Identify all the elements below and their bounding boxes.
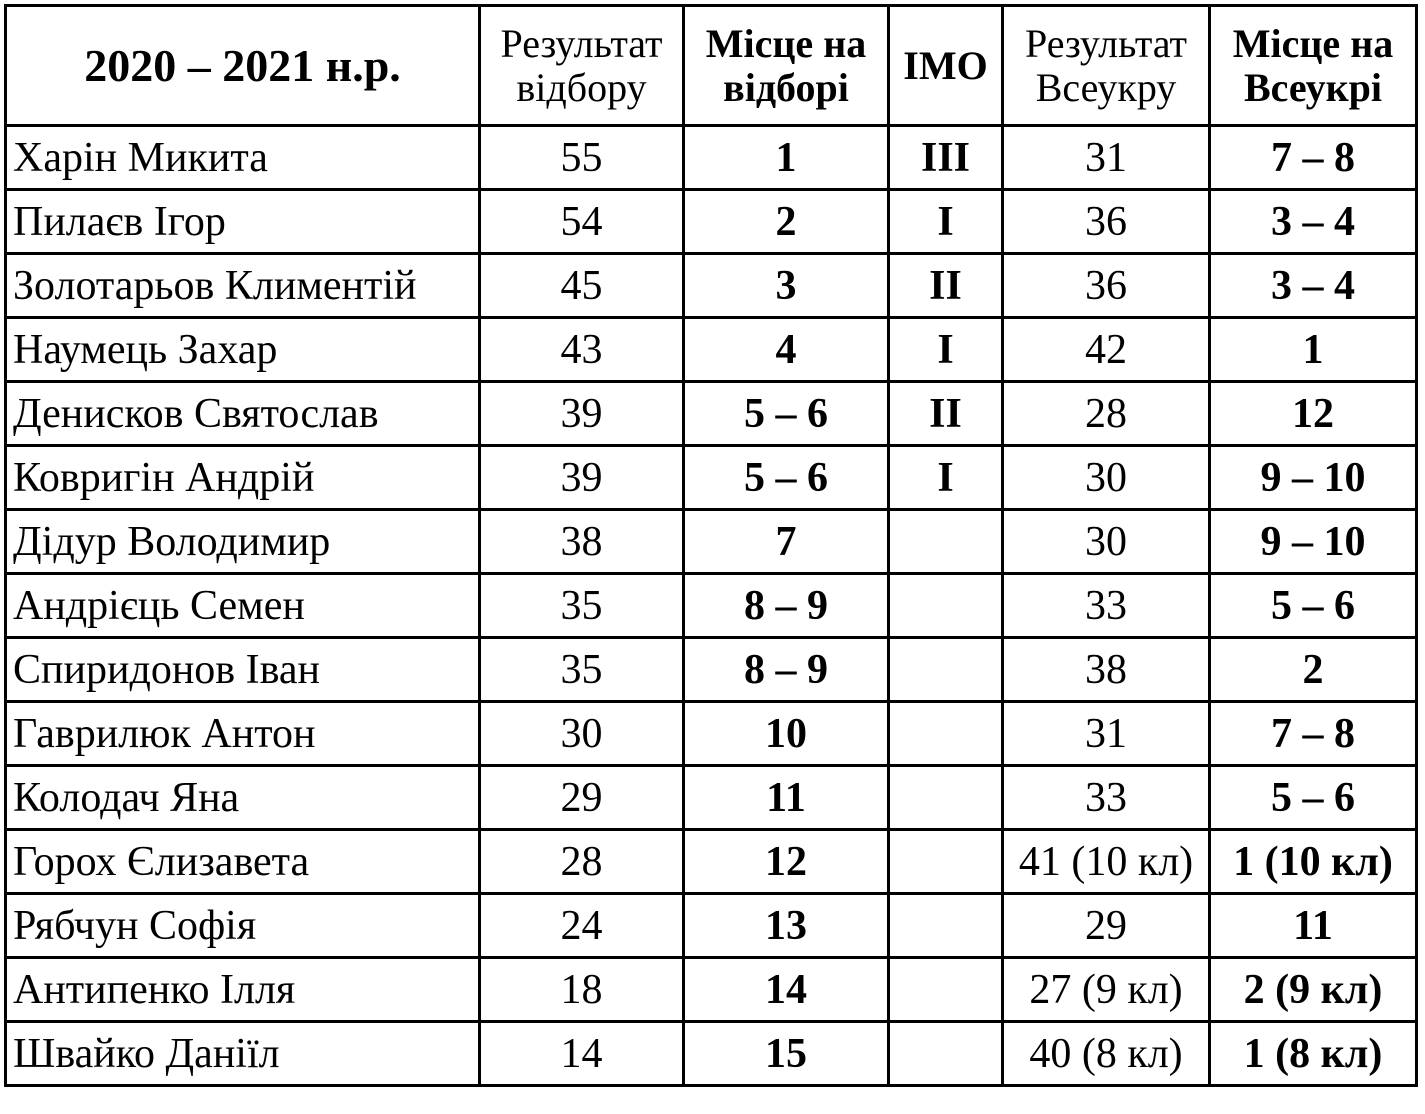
imo-medal: I bbox=[889, 446, 1003, 510]
national-score: 29 bbox=[1003, 894, 1210, 958]
national-place: 9 – 10 bbox=[1210, 446, 1417, 510]
imo-medal bbox=[889, 510, 1003, 574]
selection-score: 54 bbox=[480, 190, 684, 254]
place-selection-header-line1: Місце на bbox=[705, 20, 867, 66]
imo-medal bbox=[889, 574, 1003, 638]
student-name: Ковригін Андрій bbox=[6, 446, 480, 510]
national-score: 42 bbox=[1003, 318, 1210, 382]
selection-place: 5 – 6 bbox=[684, 382, 889, 446]
table-row bbox=[6, 894, 1417, 958]
place-national-header-line2: Всеукрі bbox=[1243, 64, 1383, 110]
selection-score: 35 bbox=[480, 638, 684, 702]
selection-score: 55 bbox=[480, 126, 684, 190]
student-name: Наумець Захар bbox=[6, 318, 480, 382]
table-row bbox=[6, 574, 1417, 638]
selection-score: 43 bbox=[480, 318, 684, 382]
table-row bbox=[6, 446, 1417, 510]
national-score: 36 bbox=[1003, 190, 1210, 254]
selection-place: 12 bbox=[684, 830, 889, 894]
national-place: 11 bbox=[1210, 894, 1417, 958]
year-header: 2020 – 2021 н.р. bbox=[6, 6, 480, 126]
selection-place: 8 – 9 bbox=[684, 638, 889, 702]
selection-score: 14 bbox=[480, 1022, 684, 1086]
national-place: 5 – 6 bbox=[1210, 766, 1417, 830]
student-name: Пилаєв Ігор bbox=[6, 190, 480, 254]
table-row bbox=[6, 766, 1417, 830]
national-score: 40 (8 кл) bbox=[1003, 1022, 1210, 1086]
imo-medal bbox=[889, 830, 1003, 894]
table-row bbox=[6, 126, 1417, 190]
student-name: Андрієць Семен bbox=[6, 574, 480, 638]
imo-medal: I bbox=[889, 318, 1003, 382]
place-national-header bbox=[1210, 6, 1417, 126]
selection-place: 15 bbox=[684, 1022, 889, 1086]
national-place: 12 bbox=[1210, 382, 1417, 446]
student-name: Дідур Володимир bbox=[6, 510, 480, 574]
selection-place: 13 bbox=[684, 894, 889, 958]
imo-medal bbox=[889, 958, 1003, 1022]
selection-place: 5 – 6 bbox=[684, 446, 889, 510]
imo-medal bbox=[889, 894, 1003, 958]
selection-score: 39 bbox=[480, 446, 684, 510]
national-place: 2 (9 кл) bbox=[1210, 958, 1417, 1022]
national-score: 30 bbox=[1003, 446, 1210, 510]
selection-score: 24 bbox=[480, 894, 684, 958]
results-body bbox=[6, 126, 1417, 1086]
student-name: Золотарьов Климентій bbox=[6, 254, 480, 318]
selection-place: 10 bbox=[684, 702, 889, 766]
table-row bbox=[6, 254, 1417, 318]
national-score: 33 bbox=[1003, 574, 1210, 638]
selection-place: 2 bbox=[684, 190, 889, 254]
selection-place: 8 – 9 bbox=[684, 574, 889, 638]
national-place: 3 – 4 bbox=[1210, 190, 1417, 254]
table-row bbox=[6, 190, 1417, 254]
national-score: 28 bbox=[1003, 382, 1210, 446]
result-selection-header-line2: відбору bbox=[516, 64, 647, 110]
national-place: 9 – 10 bbox=[1210, 510, 1417, 574]
selection-place: 1 bbox=[684, 126, 889, 190]
imo-medal bbox=[889, 766, 1003, 830]
student-name: Горох Єлизавета bbox=[6, 830, 480, 894]
national-score: 31 bbox=[1003, 702, 1210, 766]
selection-score: 39 bbox=[480, 382, 684, 446]
national-place: 7 – 8 bbox=[1210, 126, 1417, 190]
table-row bbox=[6, 1022, 1417, 1086]
student-name: Спиридонов Іван bbox=[6, 638, 480, 702]
student-name: Антипенко Ілля bbox=[6, 958, 480, 1022]
imo-medal: III bbox=[889, 126, 1003, 190]
table-row bbox=[6, 638, 1417, 702]
national-place: 5 – 6 bbox=[1210, 574, 1417, 638]
table-row bbox=[6, 958, 1417, 1022]
selection-score: 38 bbox=[480, 510, 684, 574]
imo-medal bbox=[889, 1022, 1003, 1086]
selection-score: 18 bbox=[480, 958, 684, 1022]
national-score: 30 bbox=[1003, 510, 1210, 574]
selection-place: 3 bbox=[684, 254, 889, 318]
national-score: 36 bbox=[1003, 254, 1210, 318]
result-national-header-line2: Всеукру bbox=[1035, 64, 1177, 110]
student-name: Гаврилюк Антон bbox=[6, 702, 480, 766]
national-score: 27 (9 кл) bbox=[1003, 958, 1210, 1022]
imo-medal: II bbox=[889, 254, 1003, 318]
student-name: Колодач Яна bbox=[6, 766, 480, 830]
results-table bbox=[4, 4, 1418, 1087]
place-selection-header bbox=[684, 6, 889, 126]
student-name: Денисков Святослав bbox=[6, 382, 480, 446]
table-row bbox=[6, 830, 1417, 894]
national-place: 3 – 4 bbox=[1210, 254, 1417, 318]
selection-place: 7 bbox=[684, 510, 889, 574]
national-place: 1 bbox=[1210, 318, 1417, 382]
imo-medal: II bbox=[889, 382, 1003, 446]
national-place: 7 – 8 bbox=[1210, 702, 1417, 766]
table-row bbox=[6, 702, 1417, 766]
student-name: Рябчун Софія bbox=[6, 894, 480, 958]
table-row bbox=[6, 318, 1417, 382]
selection-score: 30 bbox=[480, 702, 684, 766]
place-national-header-line1: Місце на bbox=[1232, 20, 1394, 66]
national-place: 1 (10 кл) bbox=[1210, 830, 1417, 894]
table-row bbox=[6, 382, 1417, 446]
selection-score: 28 bbox=[480, 830, 684, 894]
selection-place: 11 bbox=[684, 766, 889, 830]
result-selection-header-line1: Результат bbox=[500, 20, 663, 66]
student-name: Швайко Даніїл bbox=[6, 1022, 480, 1086]
table-row bbox=[6, 510, 1417, 574]
student-name: Харін Микита bbox=[6, 126, 480, 190]
imo-medal bbox=[889, 702, 1003, 766]
national-place: 1 (8 кл) bbox=[1210, 1022, 1417, 1086]
national-place: 2 bbox=[1210, 638, 1417, 702]
selection-place: 14 bbox=[684, 958, 889, 1022]
result-national-header bbox=[1003, 6, 1210, 126]
national-score: 41 (10 кл) bbox=[1003, 830, 1210, 894]
selection-score: 29 bbox=[480, 766, 684, 830]
imo-medal bbox=[889, 638, 1003, 702]
national-score: 31 bbox=[1003, 126, 1210, 190]
imo-medal: I bbox=[889, 190, 1003, 254]
national-score: 38 bbox=[1003, 638, 1210, 702]
result-national-header-line1: Результат bbox=[1024, 20, 1187, 66]
imo-header: IMO bbox=[889, 6, 1003, 126]
selection-place: 4 bbox=[684, 318, 889, 382]
result-selection-header bbox=[480, 6, 684, 126]
selection-score: 45 bbox=[480, 254, 684, 318]
place-selection-header-line2: відборі bbox=[723, 64, 849, 110]
selection-score: 35 bbox=[480, 574, 684, 638]
national-score: 33 bbox=[1003, 766, 1210, 830]
header-row bbox=[6, 6, 1417, 126]
